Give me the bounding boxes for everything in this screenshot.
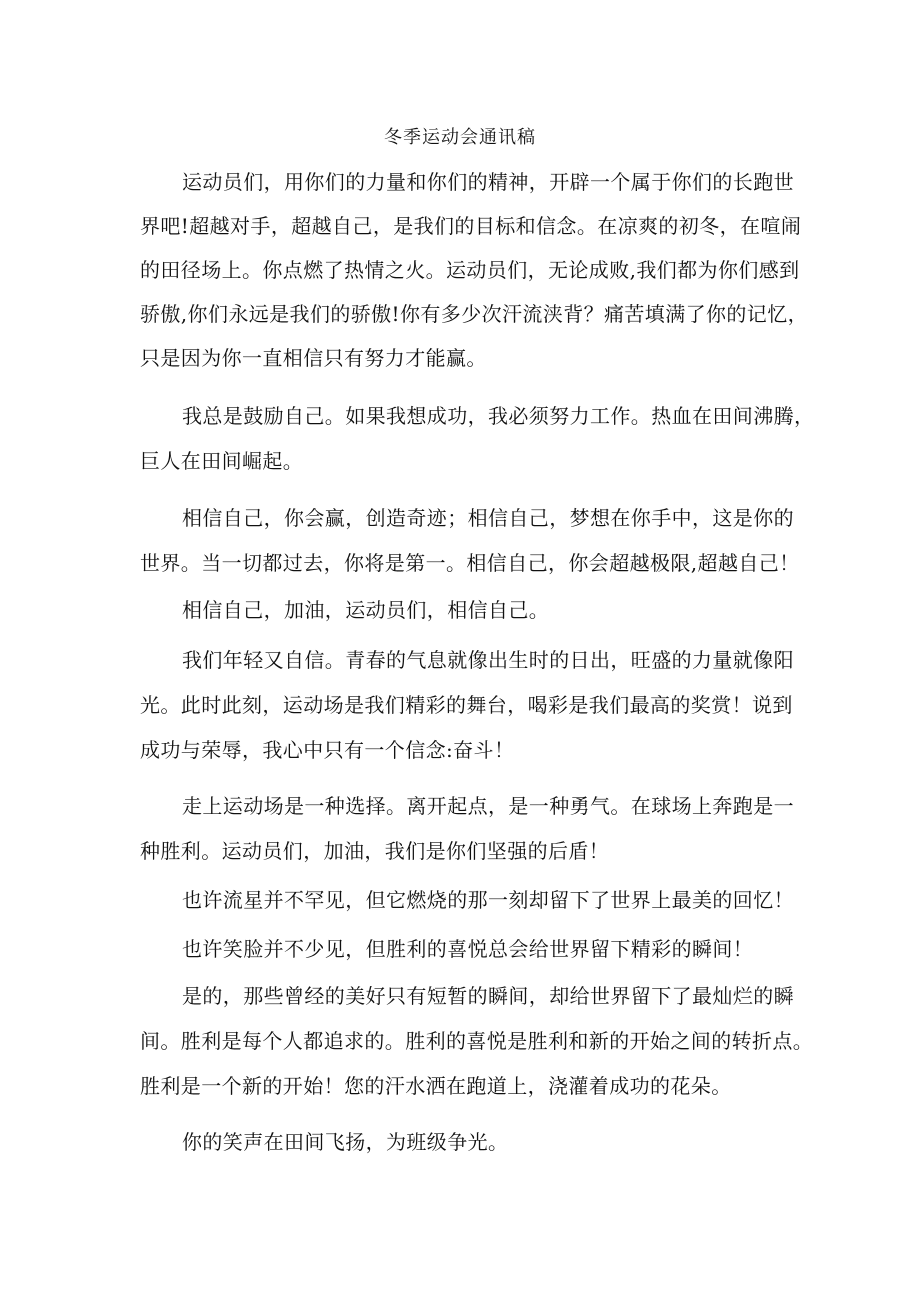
paragraph-line: 间。胜利是每个人都追求的。胜利的喜悦是胜利和新的开始之间的转折点。	[140, 1029, 814, 1053]
paragraph-line: 只是因为你一直相信只有努力才能赢。	[140, 346, 487, 370]
paragraph-line: 相信自己，你会赢，创造奇迹；相信自己，梦想在你手中，这是你的	[182, 506, 794, 530]
paragraph-line: 骄傲,你们永远是我们的骄傲!你有多少次汗流浃背？痛苦填满了你的记忆，	[140, 302, 808, 326]
paragraph-line: 相信自己，加油，运动员们，相信自己。	[182, 598, 550, 622]
paragraph-line: 也许笑脸并不少见，但胜利的喜悦总会给世界留下精彩的瞬间！	[182, 937, 754, 961]
paragraph-line: 成功与荣辱，我心中只有一个信念:奋斗！	[140, 738, 515, 762]
document-title: 冬季运动会通讯稿	[384, 127, 536, 148]
paragraph-line: 走上运动场是一种选择。离开起点，是一种勇气。在球场上奔跑是一	[182, 794, 794, 818]
paragraph-line: 也许流星并不罕见，但它燃烧的那一刻却留下了世界上最美的回忆！	[182, 888, 794, 912]
paragraph-line: 运动员们，用你们的力量和你们的精神，开辟一个属于你们的长跑世	[182, 170, 794, 194]
paragraph-line: 的田径场上。你点燃了热情之火。运动员们，无论成败,我们都为你们感到	[140, 258, 800, 282]
paragraph-line: 界吧!超越对手，超越自己，是我们的目标和信念。在凉爽的初冬，在喧闹	[140, 214, 802, 238]
paragraph-line: 我总是鼓励自己。如果我想成功，我必须努力工作。热血在田间沸腾，	[182, 404, 815, 428]
paragraph-line: 种胜利。运动员们，加油，我们是你们坚强的后盾！	[140, 839, 610, 863]
paragraph-line: 你的笑声在田间飞扬，为班级争光。	[182, 1130, 509, 1154]
paragraph-line: 光。此时此刻，运动场是我们精彩的舞台，喝彩是我们最高的奖赏！说到	[140, 693, 793, 717]
paragraph-line: 巨人在田间崛起。	[140, 449, 304, 473]
paragraph-line: 是的，那些曾经的美好只有短暂的瞬间，却给世界留下了最灿烂的瞬	[182, 984, 794, 1008]
paragraph-line: 胜利是一个新的开始！您的汗水洒在跑道上，浇灌着成功的花朵。	[140, 1074, 732, 1098]
paragraph-line: 我们年轻又自信。青春的气息就像出生时的日出，旺盛的力量就像阳	[182, 648, 794, 672]
paragraph-line: 世界。当一切都过去，你将是第一。相信自己，你会超越极限,超越自己！	[140, 551, 800, 575]
